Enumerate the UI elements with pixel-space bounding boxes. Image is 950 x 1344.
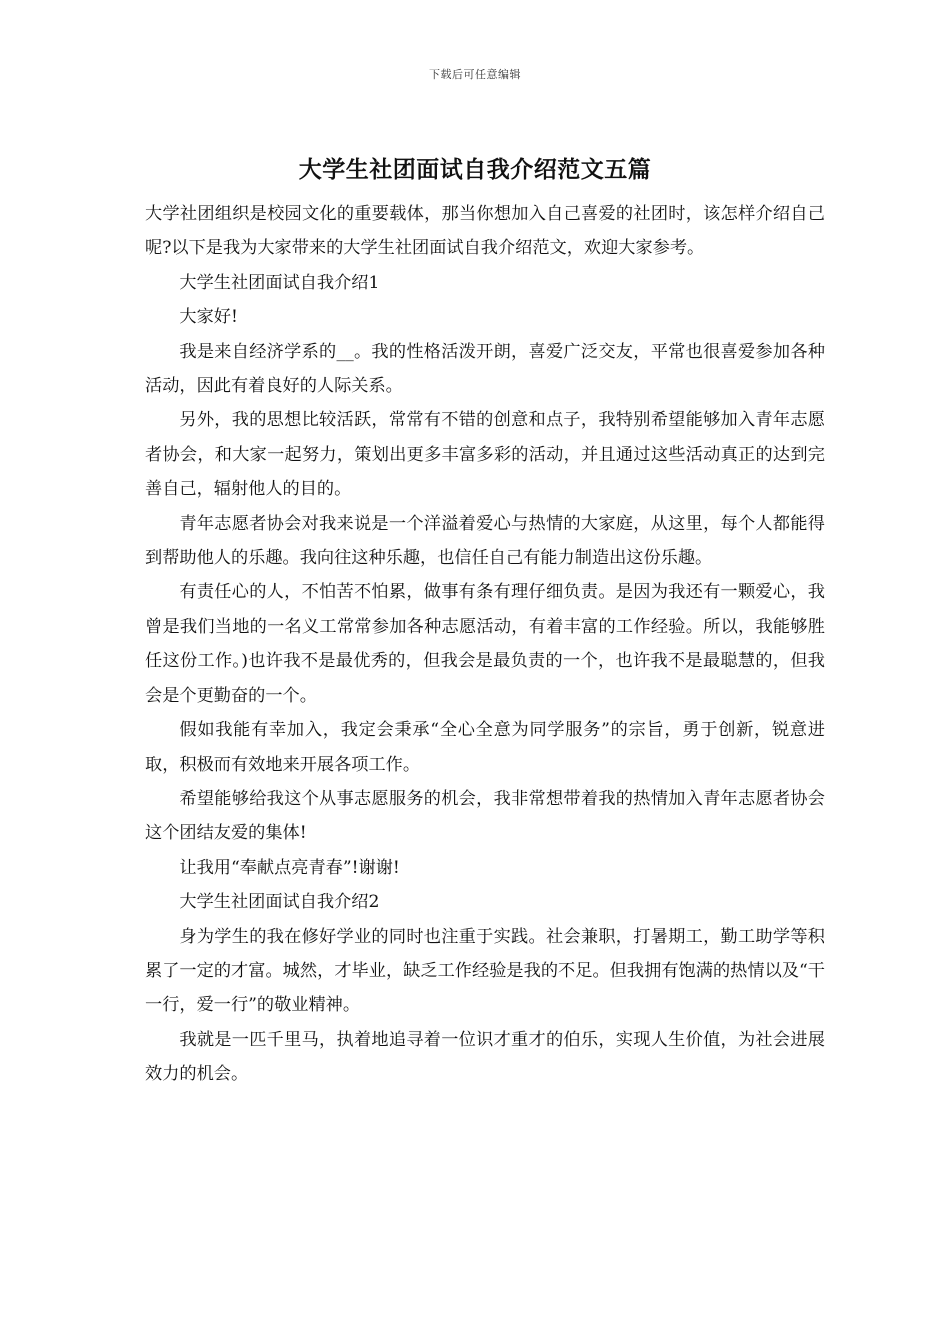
paragraph: 大家好! (179, 307, 238, 328)
paragraph: 让我用“奉献点亮青春”!谢谢! (179, 857, 400, 878)
paragraph: 另外，我的思想比较活跃，常常有不错的创意和点子，我特别希望能够加入青年志愿者协会，和大家一起努力，策划出更多丰富多彩的活动，并且通过这些活动真正的达到完善自己，辐射他人的目的。 (145, 410, 825, 500)
document-body (145, 197, 825, 1092)
paragraph: 身为学生的我在修好学业的同时也注重于实践。社会兼职，打暑期工，勤工助学等积累了一定的才富。城然，才毕业，缺乏工作经验是我的不足。但我拥有饱满的热情以及“干一行，爱一行”的敬业精神。 (145, 926, 825, 1016)
section-heading-1: 大学生社团面试自我介绍1 (179, 272, 380, 293)
section-heading-2: 大学生社团面试自我介绍2 (179, 892, 380, 913)
paragraph: 有责任心的人，不怕苦不怕累，做事有条有理仔细负责。是因为我还有一颗爱心，我曾是我们当地的一名义工常常参加各种志愿活动，有着丰富的工作经验。所以，我能够胜任这份工作。)也许我不是最优秀的，但我会是最负责的一个，也许我不是最聪慧的，但我会是个更勤奋的一个。 (145, 582, 825, 706)
page-header-note: 下载后可任意编辑 (429, 68, 521, 81)
paragraph: 假如我能有幸加入，我定会秉承“全心全意为同学服务”的宗旨，勇于创新，锐意进取，积极而有效地来开展各项工作。 (145, 720, 825, 775)
document-title: 大学生社团面试自我介绍范文五篇 (298, 157, 652, 183)
paragraph: 我是来自经济学系的__。我的性格活泼开朗，喜爱广泛交友，平常也很喜爱参加各种活动，因此有着良好的人际关系。 (145, 341, 825, 397)
paragraph: 青年志愿者协会对我来说是一个洋溢着爱心与热情的大家庭，从这里，每个人都能得到帮助他人的乐趣。我向往这种乐趣，也信任自己有能力制造出这份乐趣。 (145, 513, 825, 569)
paragraph: 希望能够给我这个从事志愿服务的机会，我非常想带着我的热情加入青年志愿者协会这个团结友爱的集体! (145, 788, 825, 844)
paragraph: 我就是一匹千里马，执着地追寻着一位识才重才的伯乐，实现人生价值，为社会进展效力的机会。 (145, 1029, 825, 1085)
intro-paragraph: 大学社团组织是校园文化的重要载体，那当你想加入自己喜爱的社团时，该怎样介绍自己呢?以下是我为大家带来的大学生社团面试自我介绍范文，欢迎大家参考。 (145, 204, 825, 259)
